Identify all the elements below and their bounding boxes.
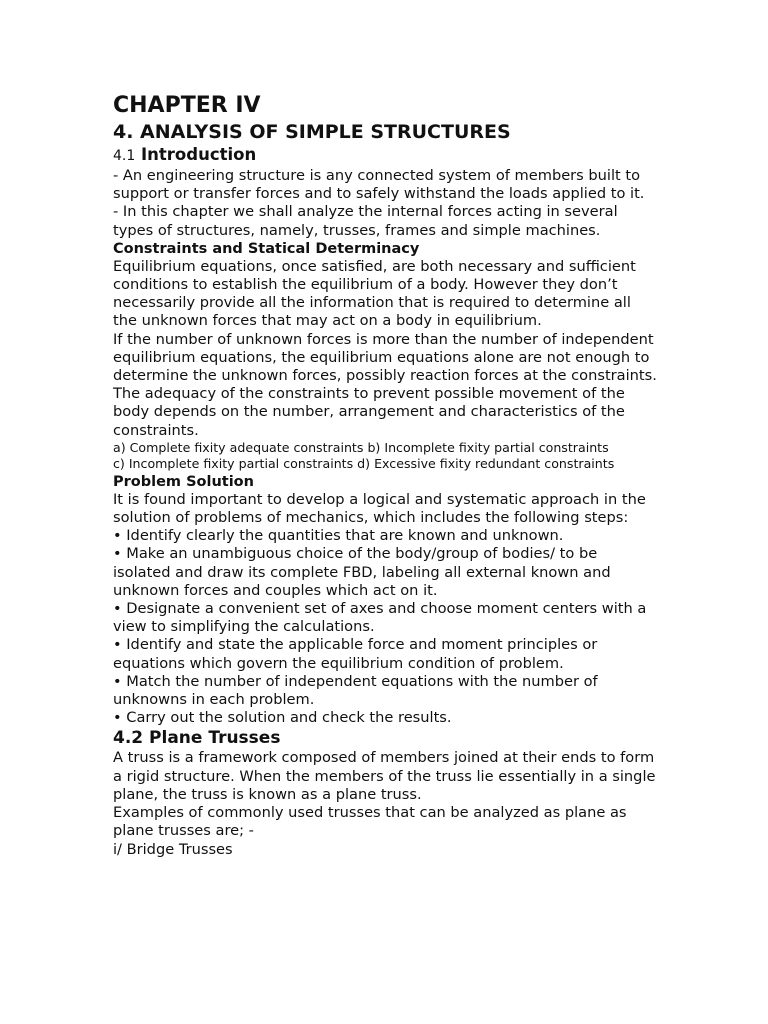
step-item: • Carry out the solution and check the results. bbox=[113, 709, 658, 727]
constraints-case-cd: c) Incomplete fixity partial constraints d) Excessive fixity redundant constraints bbox=[113, 456, 615, 472]
plane-trusses-paragraph-2: Examples of commonly used trusses that can be analyzed as plane as plane trusses are; - bbox=[113, 804, 627, 840]
step-item: • Identify clearly the quantities that are known and unknown. bbox=[113, 527, 658, 545]
document-page bbox=[113, 92, 658, 859]
step-item: • Match the number of independent equations with the number of unknowns in each problem. bbox=[113, 673, 658, 709]
constraints-paragraph-1: Equilibrium equations, once satisfied, are both necessary and sufficient conditions to establish the equilibrium of a body. However they don’t necessarily provide all the information that is required to determine all the unknown forces that may act on a body in equilibrium. bbox=[113, 257, 636, 330]
step-item: • Make an unambiguous choice of the body/group of bodies/ to be isolated and draw its complete FBD, labeling all external known and unknown forces and couples which act on it. bbox=[113, 545, 658, 600]
plane-trusses-heading: 4.2 Plane Trusses bbox=[113, 728, 281, 749]
constraints-case-ab: a) Complete fixity adequate constraints b) Incomplete fixity partial constraints bbox=[113, 439, 609, 455]
constraints-paragraph-2: If the number of unknown forces is more than the number of independent equilibrium equations, the equilibrium equations alone are not enough to determine the unknown forces, possibly reaction forces at the constraints. The adequacy of the constraints to prevent possible movement of the body depends on the number, arrangement and characteristics of the constraints. bbox=[113, 330, 657, 439]
step-item: • Identify and state the applicable force and moment principles or equations which govern the equilibrium condition of problem. bbox=[113, 636, 658, 672]
intro-heading bbox=[113, 144, 658, 167]
problem-solution-steps bbox=[113, 527, 658, 727]
problem-solution-heading: Problem Solution bbox=[113, 473, 254, 490]
step-item: • Designate a convenient set of axes and choose moment centers with a view to simplifying the calculations. bbox=[113, 600, 658, 636]
constraints-heading: Constraints and Statical Determinacy bbox=[113, 240, 420, 257]
main-heading: 4. ANALYSIS OF SIMPLE STRUCTURES bbox=[113, 121, 511, 143]
plane-trusses-paragraph-1: A truss is a framework composed of members joined at their ends to form a rigid structure. When the members of the truss lie essentially in a single plane, the truss is known as a plane truss. bbox=[113, 749, 656, 803]
intro-heading-text: Introduction bbox=[141, 145, 257, 164]
intro-paragraph-2: - In this chapter we shall analyze the internal forces acting in several types of structures, namely, trusses, frames and simple machines. bbox=[113, 203, 618, 239]
chapter-title: CHAPTER IV bbox=[113, 93, 261, 118]
plane-trusses-paragraph-3: i/ Bridge Trusses bbox=[113, 840, 233, 858]
problem-solution-intro: It is found important to develop a logical and systematic approach in the solution of problems of mechanics, which includes the following steps: bbox=[113, 490, 646, 527]
intro-number: 4.1 bbox=[113, 148, 136, 164]
intro-paragraph-1: - An engineering structure is any connected system of members built to support or transfer forces and to safely withstand the loads applied to it. bbox=[113, 167, 645, 203]
